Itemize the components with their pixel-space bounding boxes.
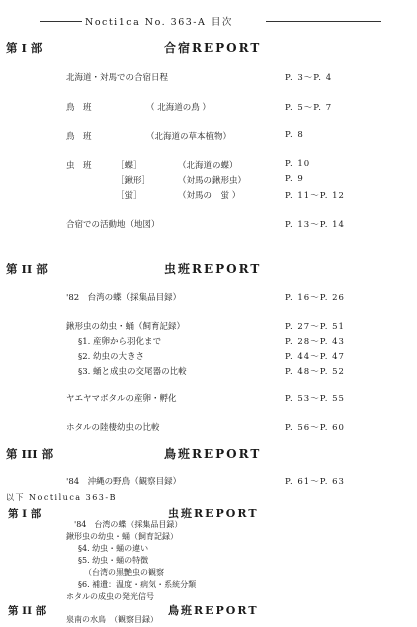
- part1-label: 第 I 部: [6, 41, 43, 55]
- toc-entry-page: P. 48〜P. 52: [285, 367, 345, 377]
- next-entry: §5. 幼虫・蛹の特徴: [78, 556, 149, 565]
- toc-entry-page: P. 56〜P. 60: [285, 423, 345, 433]
- toc-entry-cat: ［蝶］: [116, 161, 142, 171]
- part3-title: 鳥班REPORT: [164, 447, 262, 461]
- toc-entry-page: P. 11〜P. 12: [285, 191, 345, 201]
- part2-title: 虫班REPORT: [164, 262, 262, 276]
- next-entry: 鍬形虫の幼虫・蛹（飼育記録）: [66, 532, 178, 541]
- toc-entry-cat: ［鍬形］: [116, 176, 151, 186]
- toc-entry-page: P. 10: [285, 159, 311, 169]
- toc-entry-page: P. 16〜P. 26: [285, 293, 345, 303]
- issue-header: Nocti1ca No. 363-A 目次: [85, 17, 233, 28]
- next-part2-label: 第 II 部: [8, 605, 47, 617]
- toc-entry-text: §3. 蛹と成虫の交尾器の比較: [78, 367, 187, 377]
- toc-entry-sub: （北海道の蝶）: [178, 161, 238, 171]
- toc-entry-page: P. 28〜P. 43: [285, 337, 345, 347]
- toc-entry-text: ヤエヤマボタルの産卵・孵化: [66, 394, 177, 404]
- toc-entry-text: ホタルの陸棲幼虫の比較: [66, 423, 160, 433]
- toc-entry-text: '84 沖縄の野鳥（観察目録）: [66, 477, 182, 487]
- next-part2-title: 鳥班REPORT: [168, 604, 259, 617]
- toc-entry-sub: （ 北海道の鳥 ）: [146, 103, 211, 113]
- header-rule-left: [40, 21, 82, 22]
- toc-entry-text: 鍬形虫の幼虫・蛹（飼育記録）: [66, 322, 186, 332]
- toc-entry-page: P. 3〜P. 4: [285, 73, 333, 83]
- toc-entry-text: §2. 幼虫の大きさ: [78, 352, 145, 362]
- toc-entry-page: P. 13〜P. 14: [285, 220, 345, 230]
- next-issue-header: 以下 Noctiluca 363-B: [6, 493, 117, 502]
- toc-entry-page: P. 27〜P. 51: [285, 322, 345, 332]
- toc-entry-sub: （北海道の草本植物）: [146, 132, 232, 142]
- toc-entry-cat: ［蛍］: [116, 191, 142, 201]
- toc-entry-page: P. 61〜P. 63: [285, 477, 345, 487]
- toc-entry-page: P. 8: [285, 130, 304, 140]
- header-rule-right: [266, 21, 381, 22]
- part3-label: 第 III 部: [6, 447, 54, 461]
- toc-entry-text: 合宿での活動地（地図）: [66, 220, 160, 230]
- toc-entry-text: 虫 班: [66, 161, 92, 171]
- next-entry: §4. 幼虫・蛹の違い: [78, 544, 149, 553]
- toc-entry-sub: （対馬の 蛍 ）: [178, 191, 241, 201]
- toc-entry-text: '82 台湾の蝶（採集品目録）: [66, 293, 182, 303]
- next-part1-title: 虫班REPORT: [168, 507, 259, 520]
- next-entry: '84 台湾の蝶（採集品目録）: [74, 520, 183, 529]
- toc-entry-page: P. 5〜P. 7: [285, 103, 333, 113]
- next-entry: §6. 補遺：温度・病気・系統分類: [78, 580, 197, 589]
- next-entry: 泉南の水鳥 （観察目録）: [66, 615, 158, 624]
- toc-entry-page: P. 9: [285, 174, 304, 184]
- toc-entry-text: §1. 産卵から羽化まで: [78, 337, 162, 347]
- next-entry: ホタルの成虫の発光信号: [66, 592, 154, 601]
- next-part1-label: 第 I 部: [8, 508, 42, 520]
- part1-title: 合宿REPORT: [164, 41, 262, 55]
- toc-entry-text: 鳥 班: [66, 132, 92, 142]
- next-entry: （台湾の黒艶虫の観察: [84, 568, 164, 577]
- toc-entry-page: P. 44〜P. 47: [285, 352, 345, 362]
- toc-entry-text: 北海道・対馬での合宿日程: [66, 73, 169, 83]
- part2-label: 第 II 部: [6, 262, 48, 276]
- toc-entry-page: P. 53〜P. 55: [285, 394, 345, 404]
- toc-entry-text: 鳥 班: [66, 103, 92, 113]
- toc-entry-sub: （対馬の鍬形虫）: [178, 176, 247, 186]
